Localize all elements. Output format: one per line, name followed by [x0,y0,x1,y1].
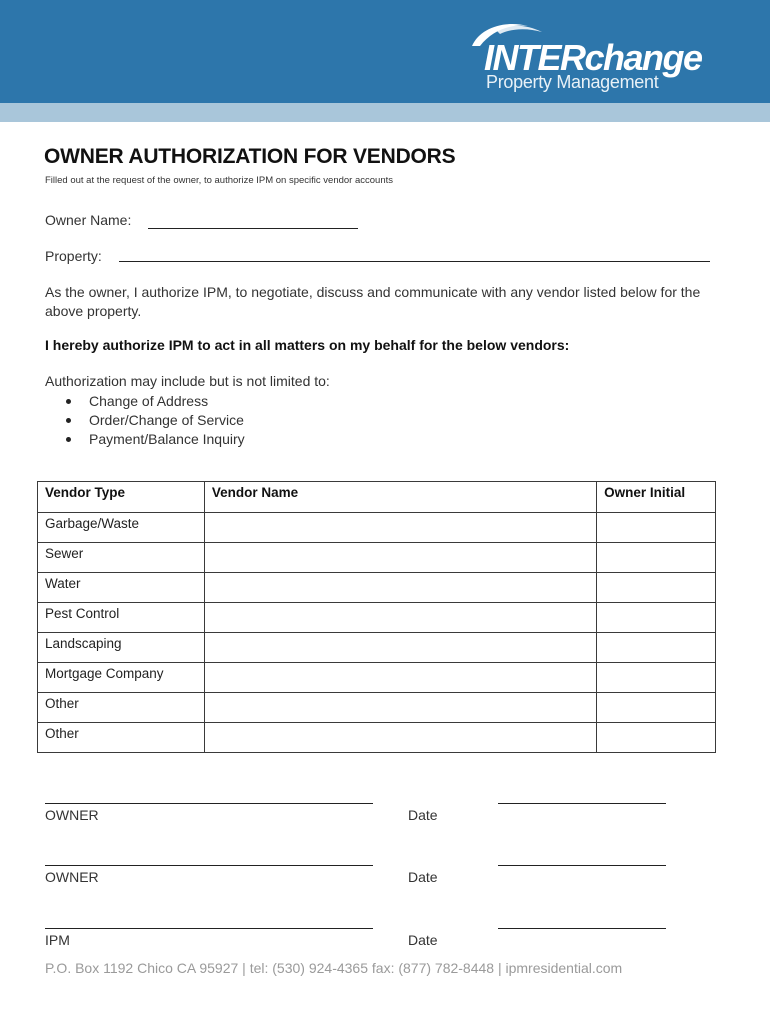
owner-signature-line[interactable] [45,865,373,866]
logo-wordmark [484,37,702,78]
vendor-type-cell: Garbage/Waste [38,513,205,543]
authorization-paragraph: As the owner, I authorize IPM, to negotiate, discuss and communicate with any vendor listed below for the above property. [45,284,701,319]
vendor-name-cell[interactable] [204,663,596,693]
table-row [38,603,716,633]
owner-initial-cell[interactable] [597,633,716,663]
logo-subtitle: Property Management [486,72,659,92]
list-item [66,430,245,449]
page-subtitle: Filled out at the request of the owner, to authorize IPM on specific vendor accounts [45,175,394,186]
list-item-label: Payment/Balance Inquiry [89,431,245,447]
table-row [38,633,716,663]
vendor-type-cell: Water [38,573,205,603]
table-row [38,513,716,543]
date-label: Date [408,932,438,948]
property-field[interactable] [119,261,710,262]
ipm-signature-line[interactable] [45,928,373,929]
vendor-type-cell: Sewer [38,543,205,573]
date-line[interactable] [498,803,666,804]
vendor-type-cell: Pest Control [38,603,205,633]
list-item-label: Order/Change of Service [89,412,244,428]
vendor-type-cell: Mortgage Company [38,663,205,693]
ipm-signature-label: IPM [45,932,70,948]
owner-name-field[interactable] [148,228,358,229]
list-item-label: Change of Address [89,393,209,409]
bullet-icon [66,399,71,404]
owner-initial-cell[interactable] [597,603,716,633]
vendor-type-cell: Landscaping [38,633,205,663]
owner-initial-cell[interactable] [597,723,716,753]
table-header-row [38,482,716,513]
table-row [38,693,716,723]
date-line[interactable] [498,865,666,866]
vendor-type-cell: Other [38,693,205,723]
date-line[interactable] [498,928,666,929]
owner-name-label: Owner Name: [45,212,132,228]
list-item [66,411,245,430]
table-row [38,543,716,573]
owner-signature-label: OWNER [45,807,99,823]
owner-initial-cell[interactable] [597,693,716,723]
vendor-table [37,481,716,753]
table-row [38,663,716,693]
date-label: Date [408,869,438,885]
list-item [66,392,245,411]
authorization-statement: I hereby authorize IPM to act in all matters on my behalf for the below vendors: [45,337,570,353]
owner-initial-cell[interactable] [597,663,716,693]
logo-main-text: INTER [484,37,585,78]
vendor-name-cell[interactable] [204,693,596,723]
table-row [38,723,716,753]
bullet-icon [66,418,71,423]
column-header-vendor-name: Vendor Name [204,482,596,513]
owner-signature-line[interactable] [45,803,373,804]
vendor-name-cell[interactable] [204,543,596,573]
owner-initial-cell[interactable] [597,573,716,603]
date-label: Date [408,807,438,823]
vendor-name-cell[interactable] [204,513,596,543]
column-header-vendor-type: Vendor Type [38,482,205,513]
company-logo [466,20,726,95]
logo-accent-text: change [584,37,702,78]
authorization-list [66,392,245,449]
vendor-type-cell: Other [38,723,205,753]
footer-contact: P.O. Box 1192 Chico CA 95927 | tel: (530) 924-4365 fax: (877) 782-8448 | ipmresidential.com [45,960,623,976]
vendor-name-cell[interactable] [204,603,596,633]
column-header-owner-initial: Owner Initial [597,482,716,513]
vendor-name-cell[interactable] [204,573,596,603]
header-stripe [0,103,770,122]
vendor-name-cell[interactable] [204,633,596,663]
page-title: OWNER AUTHORIZATION FOR VENDORS [44,145,456,168]
owner-signature-label: OWNER [45,869,99,885]
bullet-icon [66,437,71,442]
authorization-intro: Authorization may include but is not limited to: [45,373,330,389]
owner-initial-cell[interactable] [597,543,716,573]
table-row [38,573,716,603]
owner-initial-cell[interactable] [597,513,716,543]
property-label: Property: [45,248,102,264]
vendor-name-cell[interactable] [204,723,596,753]
